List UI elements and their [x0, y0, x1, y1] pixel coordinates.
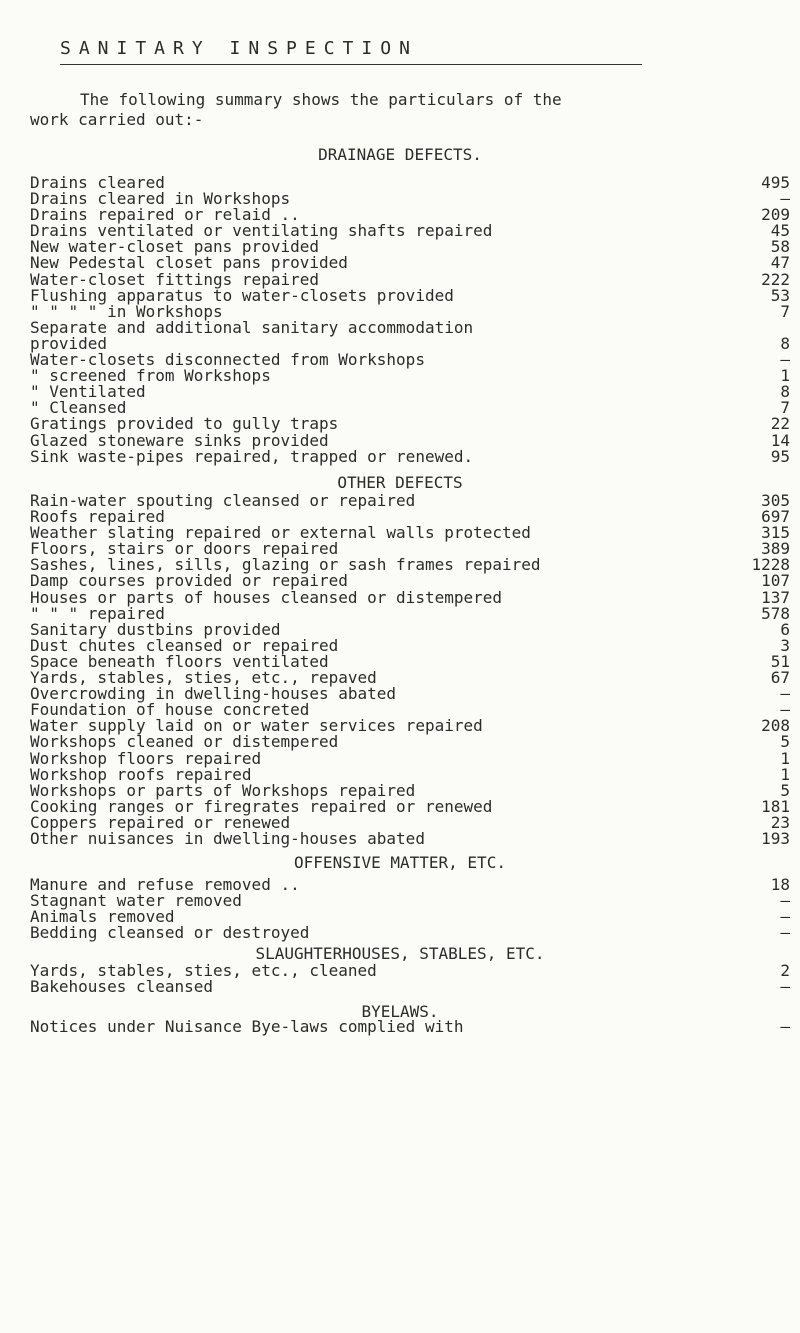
row-value: 14 — [770, 430, 790, 450]
row-label: Manure and refuse removed .. — [30, 875, 300, 894]
row-value: 305 — [761, 491, 790, 510]
row-label: Drains cleared in Workshops — [30, 189, 291, 209]
table-row — [30, 317, 790, 337]
row-value: 18 — [770, 875, 790, 894]
row-value: 22 — [770, 414, 790, 434]
table-row — [30, 979, 790, 995]
row-value: 181 — [761, 796, 790, 816]
row-label: Gratings provided to gully traps — [30, 414, 339, 434]
row-value: – — [780, 189, 790, 209]
row-value: 697 — [761, 507, 790, 527]
row-label: Sashes, lines, sills, glazing or sash frames repaired — [30, 555, 541, 575]
slaughterhouses-heading: SLAUGHTERHOUSES, STABLES, ETC. — [255, 944, 545, 963]
row-label: Water-closets disconnected from Workshops — [30, 350, 425, 370]
row-label: Coppers repaired or renewed — [30, 812, 291, 832]
row-label: Stagnant water removed — [30, 891, 242, 911]
row-value: 222 — [761, 269, 790, 289]
row-value: – — [780, 891, 790, 911]
row-value: 1 — [780, 764, 790, 784]
row-label: provided — [30, 333, 108, 353]
row-label: Cooking ranges or firegrates repaired or renewed — [30, 796, 493, 816]
row-label: Drains repaired or relaid .. — [30, 205, 300, 225]
row-value: 45 — [770, 221, 790, 241]
row-label: Sink waste-pipes repaired, trapped or renewed. — [30, 446, 474, 466]
row-label: Workshops cleaned or distempered — [30, 732, 339, 752]
row-label: Dust chutes cleansed or repaired — [30, 635, 339, 655]
row-value: 495 — [761, 173, 790, 192]
row-label: New Pedestal closet pans provided — [30, 253, 348, 273]
row-label: Separate and additional sanitary accommodation — [30, 317, 474, 337]
row-value: 3 — [780, 635, 790, 655]
slaughterhouses-table — [30, 963, 790, 995]
row-value: 47 — [770, 253, 790, 273]
title-underline — [60, 64, 642, 65]
row-value: 6 — [780, 619, 790, 639]
row-label: " screened from Workshops — [30, 366, 271, 386]
table-row — [30, 828, 790, 848]
row-value: – — [780, 923, 790, 943]
row-value: 2 — [780, 961, 790, 980]
row-value: 51 — [770, 651, 790, 671]
table-row — [30, 446, 790, 466]
row-label: Flushing apparatus to water-closets provided — [30, 285, 454, 305]
row-label: " " " " in Workshops — [30, 301, 223, 321]
row-label: Overcrowding in dwelling-houses abated — [30, 684, 397, 704]
row-label: Notices under Nuisance Bye-laws complied with — [30, 1017, 464, 1036]
row-value: 58 — [770, 237, 790, 257]
row-label: Bakehouses cleansed — [30, 977, 214, 997]
page-title: SANITARY INSPECTION — [60, 38, 418, 59]
row-label: " Cleansed — [30, 398, 127, 418]
byelaws-table — [30, 1018, 790, 1036]
byelaws-heading: BYELAWS. — [361, 1002, 439, 1021]
drainage-heading: DRAINAGE DEFECTS. — [318, 145, 482, 164]
row-value: 208 — [761, 716, 790, 736]
drainage-table — [30, 175, 790, 465]
row-label: Houses or parts of houses cleansed or distempered — [30, 587, 503, 607]
row-value: 7 — [780, 398, 790, 418]
row-label: Workshop floors repaired — [30, 748, 262, 768]
row-value: – — [780, 907, 790, 927]
row-label: Other nuisances in dwelling-houses abated — [30, 828, 425, 848]
row-value: 7 — [780, 301, 790, 321]
row-value: 23 — [770, 812, 790, 832]
row-value: 8 — [780, 333, 790, 353]
row-label: Glazed stoneware sinks provided — [30, 430, 329, 450]
row-value: 95 — [770, 446, 790, 466]
row-value: 193 — [761, 828, 790, 848]
row-label: Workshop roofs repaired — [30, 764, 252, 784]
row-value: 389 — [761, 539, 790, 559]
row-value: 1228 — [751, 555, 790, 575]
row-value: 1 — [780, 748, 790, 768]
row-label: Workshops or parts of Workshops repaired — [30, 780, 416, 800]
other-defects-heading: OTHER DEFECTS — [337, 473, 463, 492]
row-label: Water-closet fittings repaired — [30, 269, 319, 289]
row-label: Yards, stables, sties, etc., repaved — [30, 668, 377, 688]
table-row — [30, 384, 790, 400]
row-value: 315 — [761, 523, 790, 543]
intro-line-1: The following summary shows the particulars of the — [80, 90, 562, 109]
row-value: 1 — [780, 366, 790, 386]
row-label: Roofs repaired — [30, 507, 165, 527]
row-value: 107 — [761, 571, 790, 591]
offensive-matter-table — [30, 877, 790, 941]
row-value: – — [780, 684, 790, 704]
table-row — [30, 1018, 790, 1036]
offensive-matter-heading: OFFENSIVE MATTER, ETC. — [294, 853, 506, 872]
row-label: Weather slating repaired or external walls protected — [30, 523, 531, 543]
row-value: 8 — [780, 382, 790, 402]
row-value: 5 — [780, 732, 790, 752]
row-label: Floors, stairs or doors repaired — [30, 539, 339, 559]
row-value: 209 — [761, 205, 790, 225]
table-row — [30, 925, 790, 941]
row-label: Drains ventilated or ventilating shafts repaired — [30, 221, 493, 241]
row-value: – — [780, 350, 790, 370]
row-label: Rain-water spouting cleansed or repaired — [30, 491, 416, 510]
row-value: 67 — [770, 668, 790, 688]
row-value: – — [780, 700, 790, 720]
row-value: 578 — [761, 603, 790, 623]
row-label: " Ventilated — [30, 382, 146, 402]
row-label: Water supply laid on or water services repaired — [30, 716, 483, 736]
row-value: – — [780, 1017, 790, 1036]
row-value: 5 — [780, 780, 790, 800]
row-label: Space beneath floors ventilated — [30, 651, 329, 671]
row-label: Animals removed — [30, 907, 175, 927]
other-defects-table — [30, 493, 790, 847]
row-label: Damp courses provided or repaired — [30, 571, 348, 591]
row-value: 53 — [770, 285, 790, 305]
row-value: 137 — [761, 587, 790, 607]
row-label: Yards, stables, sties, etc., cleaned — [30, 961, 377, 980]
intro-line-2: work carried out:- — [30, 110, 204, 129]
row-label: New water-closet pans provided — [30, 237, 319, 257]
row-label: Sanitary dustbins provided — [30, 619, 281, 639]
row-value: – — [780, 977, 790, 997]
row-label: " " " repaired — [30, 603, 165, 623]
row-label: Drains cleared — [30, 173, 165, 192]
row-label: Bedding cleansed or destroyed — [30, 923, 310, 943]
row-label: Foundation of house concreted — [30, 700, 310, 720]
